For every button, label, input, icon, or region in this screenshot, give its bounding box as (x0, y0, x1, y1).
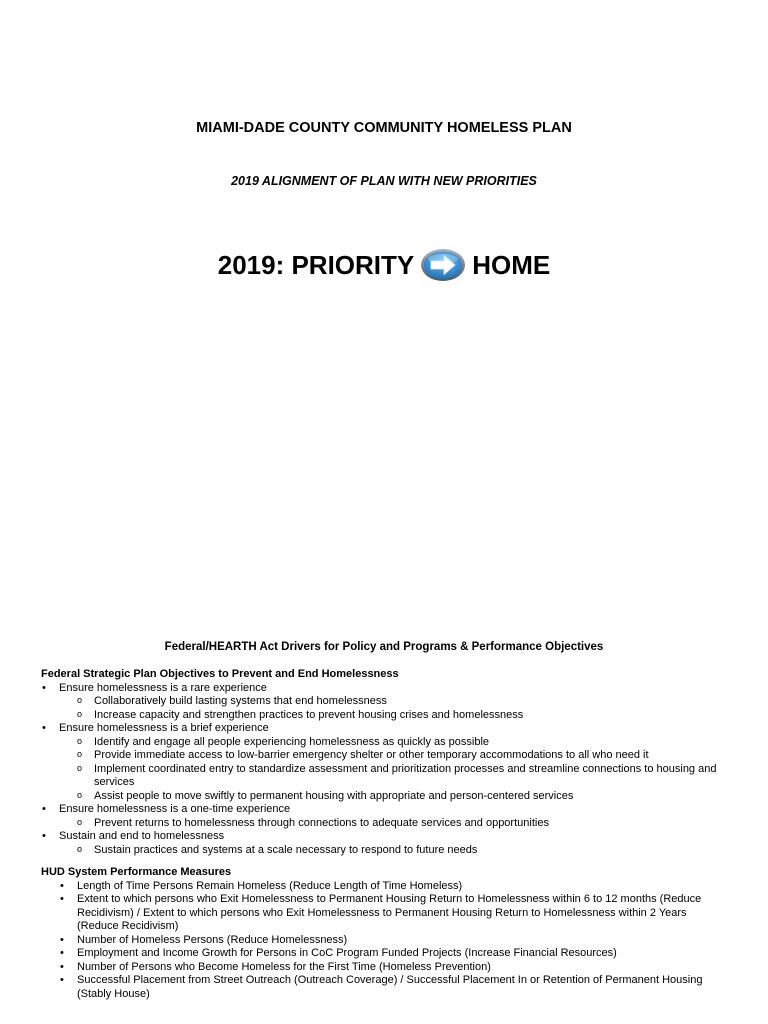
hud-measures-list (41, 880, 731, 1002)
list-item: o Sustain practices and systems at a scale necessary to respond to future needs (94, 844, 731, 858)
list-item: • Ensure homelessness is a one-time experience o Prevent returns to homelessness through connections to adequate services and opportunities (41, 803, 731, 830)
sub-list (59, 844, 731, 858)
section-heading: Federal/HEARTH Act Drivers for Policy and Programs & Performance Objectives (164, 641, 604, 653)
list-item: o Prevent returns to homelessness through connections to adequate services and opportunities (94, 817, 731, 831)
arrow-right-icon (420, 248, 466, 282)
document-title: MIAMI-DADE COUNTY COMMUNITY HOMELESS PLAN (196, 120, 572, 136)
objectives-content (41, 668, 731, 1001)
hud-measures-heading: HUD System Performance Measures (41, 866, 232, 878)
federal-objectives-list (41, 682, 731, 858)
list-item: • Ensure homelessness is a brief experience o Identify and engage all people experiencing homelessness as quickly as possible o Provide immediate access to low-barrier emergency shelter or other temporary accommodations to all who need it o Implement coordinated entry to standardize assessment and prioritization processes and streamline connections to housing and services o Assist people to move swiftly to permanent housing with appropriate and person-centered services (41, 722, 731, 803)
headline-left: 2019: PRIORITY (217, 249, 415, 280)
list-item: o Assist people to move swiftly to permanent housing with appropriate and person-centered services (94, 790, 731, 804)
sub-list (59, 695, 731, 722)
list-item: o Implement coordinated entry to standardize assessment and prioritization processes and streamline connections to housing and services (94, 763, 731, 790)
list-item: • Employment and Income Growth for Persons in CoC Program Funded Projects (Increase Financial Resources) (41, 947, 731, 961)
list-item: o Identify and engage all people experiencing homelessness as quickly as possible (94, 736, 731, 750)
list-item: • Successful Placement from Street Outreach (Outreach Coverage) / Successful Placement In or Retention of Permanent Housing (Stably House) (41, 974, 731, 1001)
list-item: • Number of Persons who Become Homeless for the First Time (Homeless Prevention) (41, 961, 731, 975)
list-item: • Number of Homeless Persons (Reduce Homelessness) (41, 934, 731, 948)
federal-plan-heading: Federal Strategic Plan Objectives to Prevent and End Homelessness (41, 668, 399, 680)
headline-right: HOME (472, 249, 551, 280)
document-subtitle: 2019 ALIGNMENT OF PLAN WITH NEW PRIORITIES (231, 174, 537, 188)
list-item: • Sustain and end to homelessness o Sustain practices and systems at a scale necessary to respond to future needs (41, 830, 731, 857)
list-item: o Provide immediate access to low-barrier emergency shelter or other temporary accommodations to all who need it (94, 749, 731, 763)
list-item: o Increase capacity and strengthen practices to prevent housing crises and homelessness (94, 709, 731, 723)
sub-list (59, 817, 731, 831)
list-item: • Extent to which persons who Exit Homelessness to Permanent Housing Return to Homelessness within 6 to 12 months (Reduce Recidivism) / Extent to which persons who Exit Homelessness to Permanent Housing Return to Homelessness within 2 Years (Reduce Recidivism) (41, 893, 731, 934)
sub-list (59, 736, 731, 804)
list-item: • Length of Time Persons Remain Homeless (Reduce Length of Time Homeless) (41, 880, 731, 894)
headline (0, 248, 768, 282)
list-item: o Collaboratively build lasting systems that end homelessness (94, 695, 731, 709)
list-item: • Ensure homelessness is a rare experience o Collaboratively build lasting systems that end homelessness o Increase capacity and strengthen practices to prevent housing crises and homelessness (41, 682, 731, 723)
